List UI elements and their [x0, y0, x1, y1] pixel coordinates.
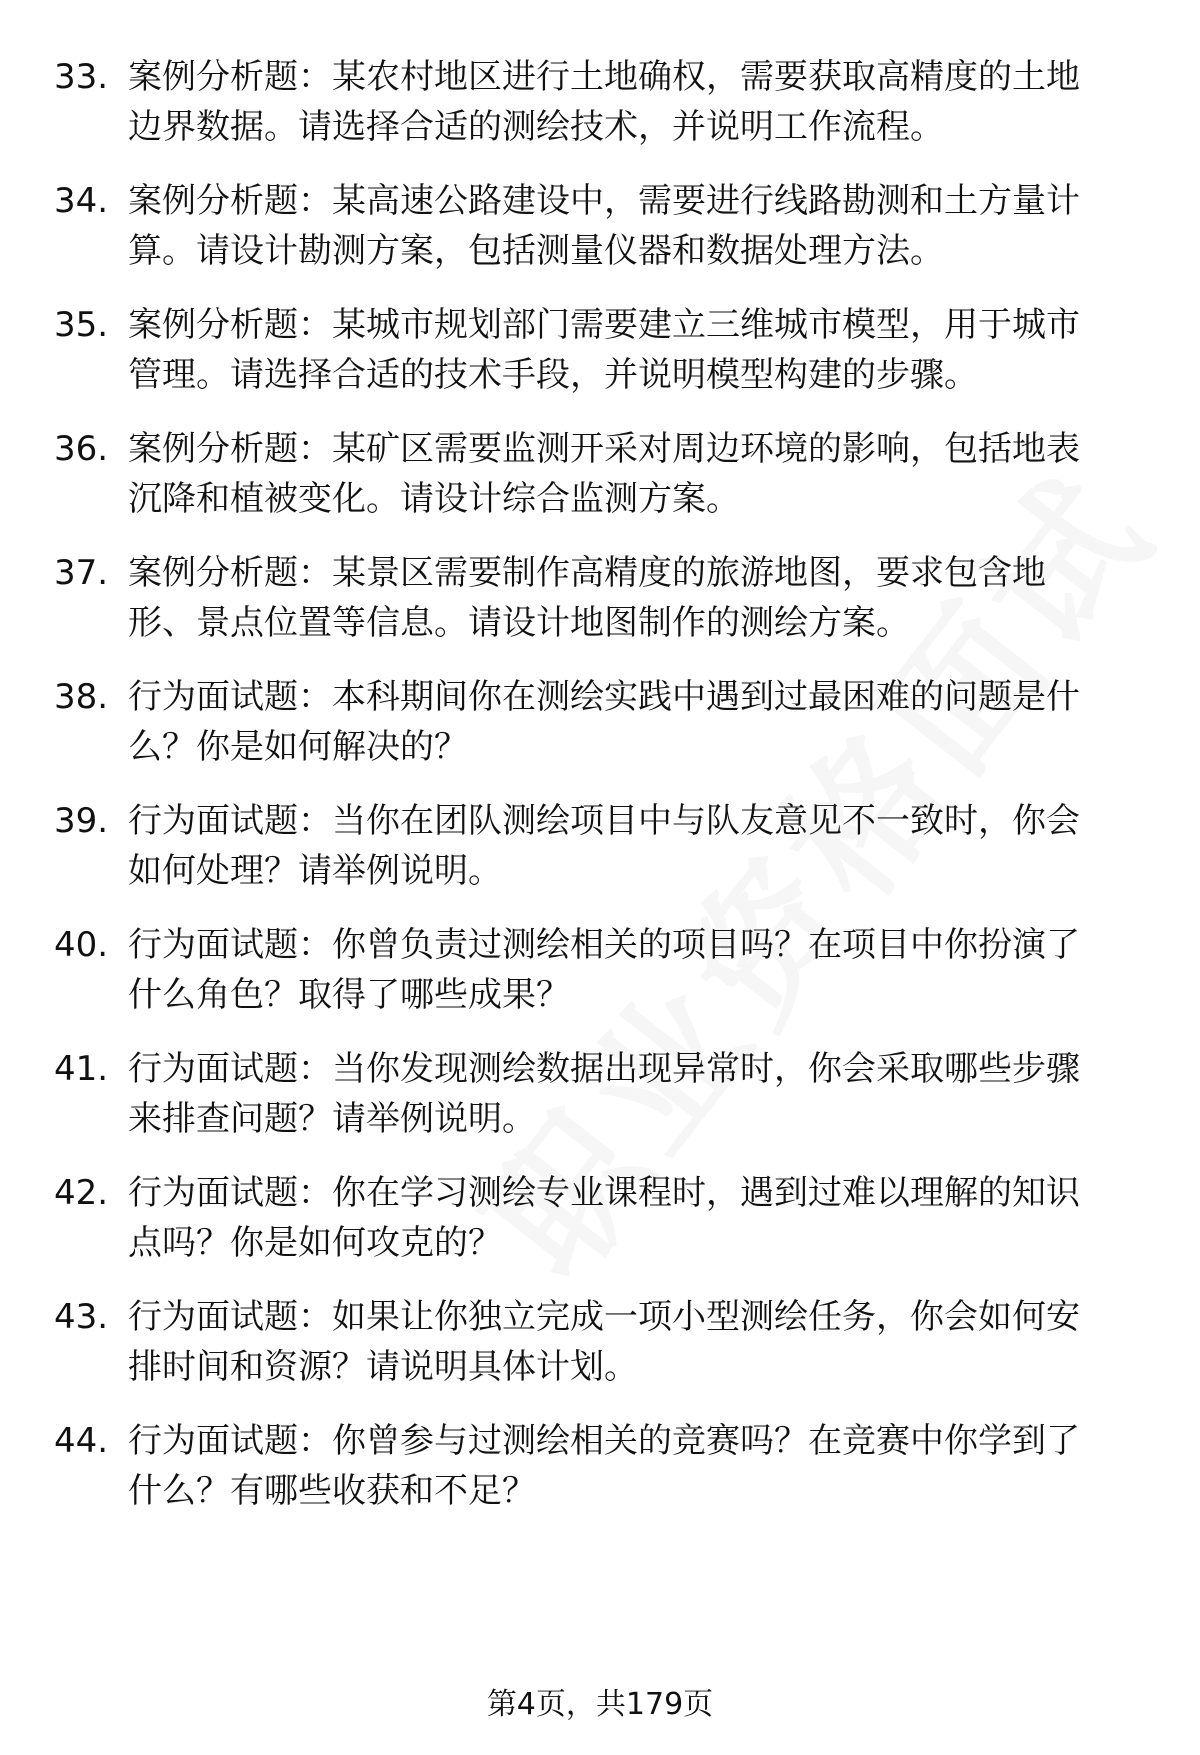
question-line: 么？你是如何解决的？	[128, 727, 468, 767]
question-number: 37.	[54, 553, 109, 593]
question-item	[0, 424, 1200, 524]
question-number: 39.	[54, 801, 109, 841]
question-item	[0, 1044, 1200, 1144]
question-line: 行为面试题：本科期间你在测绘实践中遇到过最困难的问题是什	[128, 677, 1080, 717]
question-line: 行为面试题：你曾参与过测绘相关的竞赛吗？在竞赛中你学到了	[128, 1421, 1080, 1461]
question-line: 行为面试题：当你在团队测绘项目中与队友意见不一致时，你会	[128, 801, 1080, 841]
question-number: 33.	[54, 57, 109, 97]
question-number: 42.	[54, 1173, 109, 1213]
question-number: 41.	[54, 1049, 109, 1089]
question-line: 排时间和资源？请说明具体计划。	[128, 1347, 638, 1387]
question-line: 什么？有哪些收获和不足？	[128, 1471, 536, 1511]
question-text	[128, 1168, 1138, 1268]
question-line: 案例分析题：某城市规划部门需要建立三维城市模型，用于城市	[128, 305, 1080, 345]
question-text	[128, 52, 1138, 152]
question-line: 案例分析题：某农村地区进行土地确权，需要获取高精度的土地	[128, 57, 1080, 97]
question-item	[0, 300, 1200, 400]
question-line: 边界数据。请选择合适的测绘技术，并说明工作流程。	[128, 107, 944, 147]
question-text	[128, 920, 1138, 1020]
question-text	[128, 796, 1138, 896]
question-line: 如何处理？请举例说明。	[128, 851, 502, 891]
question-line: 算。请设计勘测方案，包括测量仪器和数据处理方法。	[128, 231, 944, 271]
question-line: 管理。请选择合适的技术手段，并说明模型构建的步骤。	[128, 355, 978, 395]
question-line: 案例分析题：某景区需要制作高精度的旅游地图，要求包含地	[128, 553, 1046, 593]
question-line: 点吗？你是如何攻克的？	[128, 1223, 502, 1263]
question-item	[0, 1292, 1200, 1392]
question-number: 40.	[54, 925, 109, 965]
question-text	[128, 300, 1138, 400]
question-item	[0, 52, 1200, 152]
question-line: 形、景点位置等信息。请设计地图制作的测绘方案。	[128, 603, 910, 643]
question-text	[128, 548, 1138, 648]
question-number: 38.	[54, 677, 109, 717]
question-text	[128, 1292, 1138, 1392]
question-line: 什么角色？取得了哪些成果？	[128, 975, 570, 1015]
question-line: 案例分析题：某高速公路建设中，需要进行线路勘测和土方量计	[128, 181, 1080, 221]
question-item	[0, 920, 1200, 1020]
question-line: 行为面试题：当你发现测绘数据出现异常时，你会采取哪些步骤	[128, 1049, 1080, 1089]
page-number-footer: 第4页，共179页	[486, 1687, 714, 1722]
question-item	[0, 1168, 1200, 1268]
question-number: 35.	[54, 305, 109, 345]
question-item	[0, 672, 1200, 772]
question-text	[128, 672, 1138, 772]
question-line: 行为面试题：如果让你独立完成一项小型测绘任务，你会如何安	[128, 1297, 1080, 1337]
question-number: 44.	[54, 1421, 109, 1461]
question-number: 43.	[54, 1297, 109, 1337]
question-text	[128, 176, 1138, 276]
question-line: 行为面试题：你曾负责过测绘相关的项目吗？在项目中你扮演了	[128, 925, 1080, 965]
question-line: 案例分析题：某矿区需要监测开采对周边环境的影响，包括地表	[128, 429, 1080, 469]
question-text	[128, 424, 1138, 524]
question-number: 36.	[54, 429, 109, 469]
question-item	[0, 176, 1200, 276]
question-text	[128, 1416, 1138, 1516]
question-number: 34.	[54, 181, 109, 221]
question-item	[0, 548, 1200, 648]
question-text	[128, 1044, 1138, 1144]
question-line: 行为面试题：你在学习测绘专业课程时，遇到过难以理解的知识	[128, 1173, 1080, 1213]
question-item	[0, 796, 1200, 896]
question-item	[0, 1416, 1200, 1516]
question-line: 沉降和植被变化。请设计综合监测方案。	[128, 479, 740, 519]
question-line: 来排查问题？请举例说明。	[128, 1099, 536, 1139]
